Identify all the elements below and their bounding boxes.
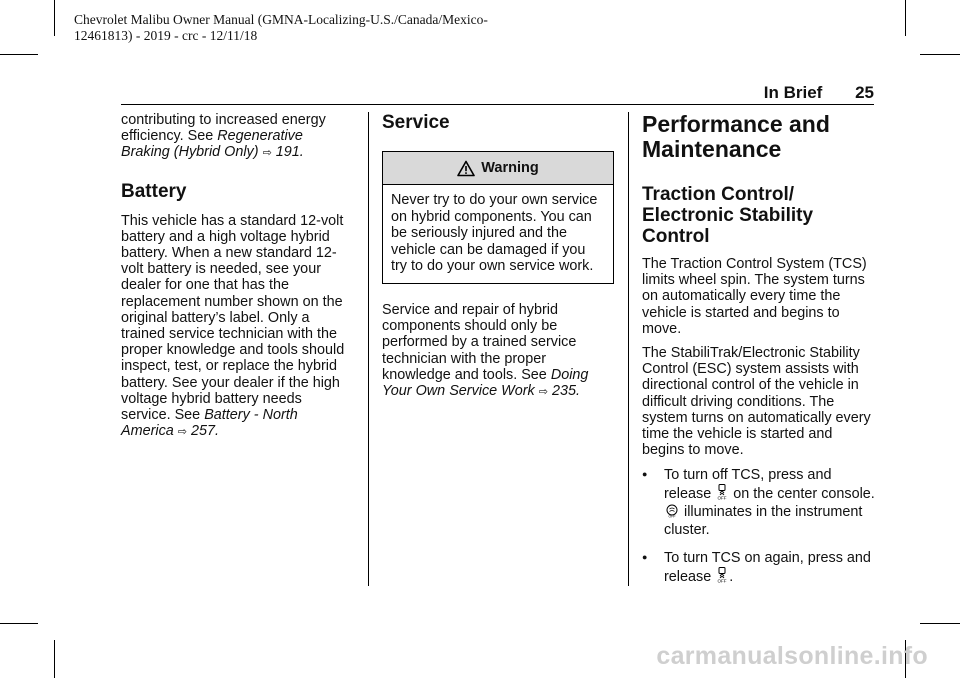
warning-triangle-icon [457, 160, 475, 177]
column-3 [642, 112, 876, 586]
crop-mark [54, 0, 55, 36]
svg-text:OFF: OFF [668, 514, 676, 519]
document-header-line2: 12461813) - 2019 - crc - 12/11/18 [74, 28, 258, 43]
crop-mark [920, 54, 960, 55]
crop-mark [54, 640, 55, 678]
crop-mark [920, 623, 960, 624]
ref-arrow-icon: ⇨ [177, 426, 187, 439]
tcs-off-icon [717, 484, 727, 500]
service-heading: Service [382, 112, 450, 133]
chapter-title: Performance and Maintenance [642, 111, 830, 162]
warning-header [383, 152, 613, 185]
page-ref[interactable]: 235. [551, 382, 580, 399]
page-ref[interactable]: 257. [191, 423, 220, 440]
column-1 [121, 112, 353, 440]
section-name: In Brief [763, 83, 823, 102]
bullet-dot: ● [642, 552, 648, 563]
column-2 [382, 112, 614, 400]
battery-heading: Battery [121, 180, 187, 202]
intro-paragraph: contributing to increased energy efficiency. See Regenerative Braking (Hybrid Only) ⇨ 191. [121, 112, 326, 161]
warning-label: Warning [481, 159, 539, 176]
svg-text:OFF: OFF [717, 495, 727, 501]
tcs-heading: Traction Control/ Electronic Stability Control [642, 184, 814, 247]
list-item: ● To turn off TCS, press and release OFF on the center console. OFF illuminates in the instrument cluster. [642, 467, 875, 539]
page-ref[interactable]: 191. [275, 144, 304, 161]
tcs-paragraph-1: The Traction Control System (TCS) limits wheel spin. The system turns on automatically every time the vehicle is started and begins to move. [642, 256, 867, 337]
header-rule [121, 104, 874, 105]
page-number: 25 [855, 83, 874, 102]
warning-text: Never try to do your own service on hybrid components. You can be seriously injured and the vehicle can be damaged if you try to do your own service work. [391, 192, 598, 275]
service-paragraph: Service and repair of hybrid components should only be performed by a trained service technician with the proper knowledge and tools. See Doing Your Own Service Work ⇨ 235. [382, 301, 589, 399]
document-header [74, 12, 488, 44]
tcs-off-indicator-icon [666, 504, 678, 518]
tcs-off-icon [717, 567, 727, 583]
crop-mark [905, 0, 906, 36]
running-head [764, 83, 874, 103]
link-doing-own-service[interactable]: Doing Your Own Service Work [382, 366, 589, 399]
svg-text:OFF: OFF [717, 578, 727, 584]
document-header-line1: Chevrolet Malibu Owner Manual (GMNA-Localizing-U.S./Canada/Mexico- [74, 12, 488, 27]
crop-mark [0, 54, 38, 55]
bullet-dot: ● [642, 469, 648, 480]
list-item: ● To turn TCS on again, press and release OFF . [642, 550, 871, 586]
link-battery-north-america[interactable]: Battery - North America [121, 407, 298, 440]
ref-arrow-icon: ⇨ [538, 385, 548, 398]
battery-paragraph: This vehicle has a standard 12-volt battery and a high voltage hybrid battery. When a new standard 12-volt battery is needed, see your dealer for one that has the replacement number shown on the original battery’s label. Only a trained service technician with the proper knowledge and tools should inspect, test, or replace the hybrid battery. See your dealer if the high voltage hybrid battery needs service. See Battery - North America ⇨ 257. [121, 212, 345, 440]
link-regenerative-braking[interactable]: Regenerative Braking (Hybrid Only) [121, 128, 303, 161]
warning-box [382, 151, 614, 284]
watermark: carmanualsonline.info [656, 642, 928, 670]
tcs-paragraph-2: The StabiliTrak/Electronic Stability Control (ESC) system assists with directional control of the vehicle in difficult driving conditions. The system turns on automatically every time the vehicle is started and begins to move. [642, 345, 871, 459]
column-divider [368, 112, 369, 586]
crop-mark [0, 623, 38, 624]
ref-arrow-icon: ⇨ [262, 147, 272, 160]
column-divider [628, 112, 629, 586]
